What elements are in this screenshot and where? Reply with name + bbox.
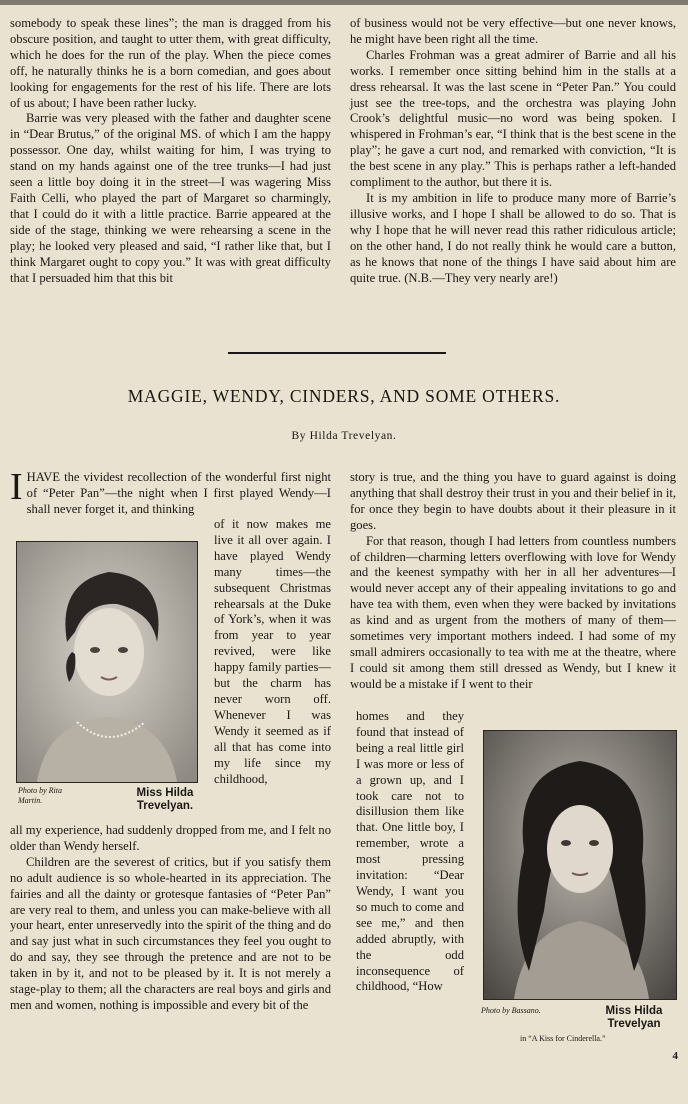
article-byline: By Hilda Trevelyan.	[291, 430, 397, 442]
paragraph: story is true, and the thing you have to guard against is doing anything that shall destroy their trust in you and their belief in it, for once they begin to have doubts about it their pleasure in it goes.	[350, 470, 676, 532]
paragraph: of business would not be very effective—but one never knows, he might have been right all the time.	[350, 16, 676, 46]
photo-subcaption: in “A Kiss for Cinderella.”	[520, 1034, 606, 1043]
paragraph: homes and they found that instead of being a real little girl I was more or less of a grown up, and I took care not to disillusion them like that. One little boy, I remember, wrote a most pressing invitation: “Dear Wendy, I want you so much to come and see me,” and then added abruptly, with the odd inconsequence of childhood, “How	[356, 709, 464, 994]
cinderella-photo	[483, 730, 677, 1000]
photo-credit: Photo by Rita Martin.	[18, 786, 62, 805]
body-left-lower	[10, 823, 331, 1014]
top-left-column	[10, 16, 331, 286]
paragraph: It is my ambition in life to produce many more of Barrie’s illusive works, and I hope I shall be allowed to do so. That is why I hope that he will never read this rather ridiculous article; on the other hand, I do not really think he would care a button, as he knows that none of the things I have said about him are quite true. (N.B.—They very nearly are!)	[350, 190, 676, 285]
page-number: 4	[672, 1050, 678, 1062]
photo-caption: Miss Hilda Trevelyan	[605, 1005, 663, 1030]
body-left-opening	[10, 466, 331, 518]
paragraph: Charles Frohman was a great admirer of Barrie and all his works. I remember once sitting behind him in the stalls at a dress rehearsal. It was the last scene in “Peter Pan.” You could just see the tree-tops, and the orchestra was playing John Crook’s delightful music—no word was being spoken. I whispered in Frohman’s ear, “I think that is the best scene in the play”; he gave a curt nod, and remarked with conviction, “It is the best scene in any play.” This is perhaps rather a left-handed compliment to the author, but there it is.	[350, 47, 676, 190]
portrait-photo	[16, 541, 198, 783]
photo-caption: Miss Hilda Trevelyan.	[136, 787, 194, 812]
body-left-narrow	[214, 517, 331, 787]
cinderella-image	[484, 731, 676, 999]
top-edge	[0, 0, 688, 5]
paragraph: of it now makes me live it all over again. I have played Wendy many times—the subsequent Christmas rehearsals at the Duke of York’s, when it was from year to year revived, were like happy family parties—but the charm has never worn off. Whenever I was Wendy it seemed as if all that has come into my life since my childhood,	[214, 517, 331, 786]
body-right-upper	[350, 470, 676, 693]
drop-cap: I	[10, 466, 23, 508]
paragraph: HAVE the vividest recollection of the wonderful first night of “Peter Pan”—the night when I first played Wendy—I shall never forget it, and thinking	[26, 470, 331, 516]
paragraph: Barrie was very pleased with the father and daughter scene in “Dear Brutus,” of the original MS. of which I am the happy possessor. One day, whilst waiting for him, I was trying to stand on my hands against one of the tree trunks—I had just seen a little boy doing it in the street—I was wagering Miss Faith Celli, who played the part of Margaret so charmingly, that I could do it with a little practice. Barrie appeared at the side of the stage, thinking we were rehearsing a scene in the play; he looked very pleased and said, “I rather like that, but I think Margaret ought to copy you.” It was with great difficulty that I persuaded him that this bit	[10, 111, 331, 285]
section-divider	[228, 352, 446, 354]
article-headline: MAGGIE, WENDY, CINDERS, AND SOME OTHERS.	[127, 386, 561, 406]
portrait-image	[17, 542, 197, 782]
paragraph: somebody to speak these lines”; the man is dragged from his obscure position, and taught to utter them, with great difficulty, which he does for the run of the play. When the piece comes off, he naturally thinks he is a born comedian, and goes about looking for engagements for the rest of his life. There are lots of us about; I have been rather lucky.	[10, 16, 331, 110]
paragraph: Children are the severest of critics, but if you satisfy them no adult audience is so whole-hearted in its appreciation. The fairies and all the dainty or grotesque fantasies of “Peter Pan” are very real to them, and unless you can make-believe with all your heart, enter unreservedly into the spirit of the thing and do and say just what in such circumstances they feel you ought to do and say, they see through the pretence and are not to be taken in by it, and not to be pleased by it. It is not merely a stage-play to them; all the characters are real boys and girls and men and women, nothing is impossible and every bit of the	[10, 854, 331, 1012]
paragraph: For that reason, though I had letters from countless numbers of children—charming letters overflowing with love for Wendy and the keenest sympathy with her in all her adventures—I would never accept any of their appealing invitations to go and have tea with them, even when they were backed by invitations as kind and as urgent from the mothers of many of them—sometimes very important mothers indeed. I had some of my small admirers occasionally to tea with me at the theatre, where I could sit among them still dressed as Wendy, but I knew it would be a mistake if I went to their	[350, 533, 676, 691]
paragraph: all my experience, had suddenly dropped from me, and I felt no older than Wendy herself.	[10, 823, 331, 853]
body-right-narrow	[356, 709, 464, 995]
photo-credit: Photo by Bassano.	[481, 1006, 541, 1015]
top-right-column	[350, 16, 676, 286]
